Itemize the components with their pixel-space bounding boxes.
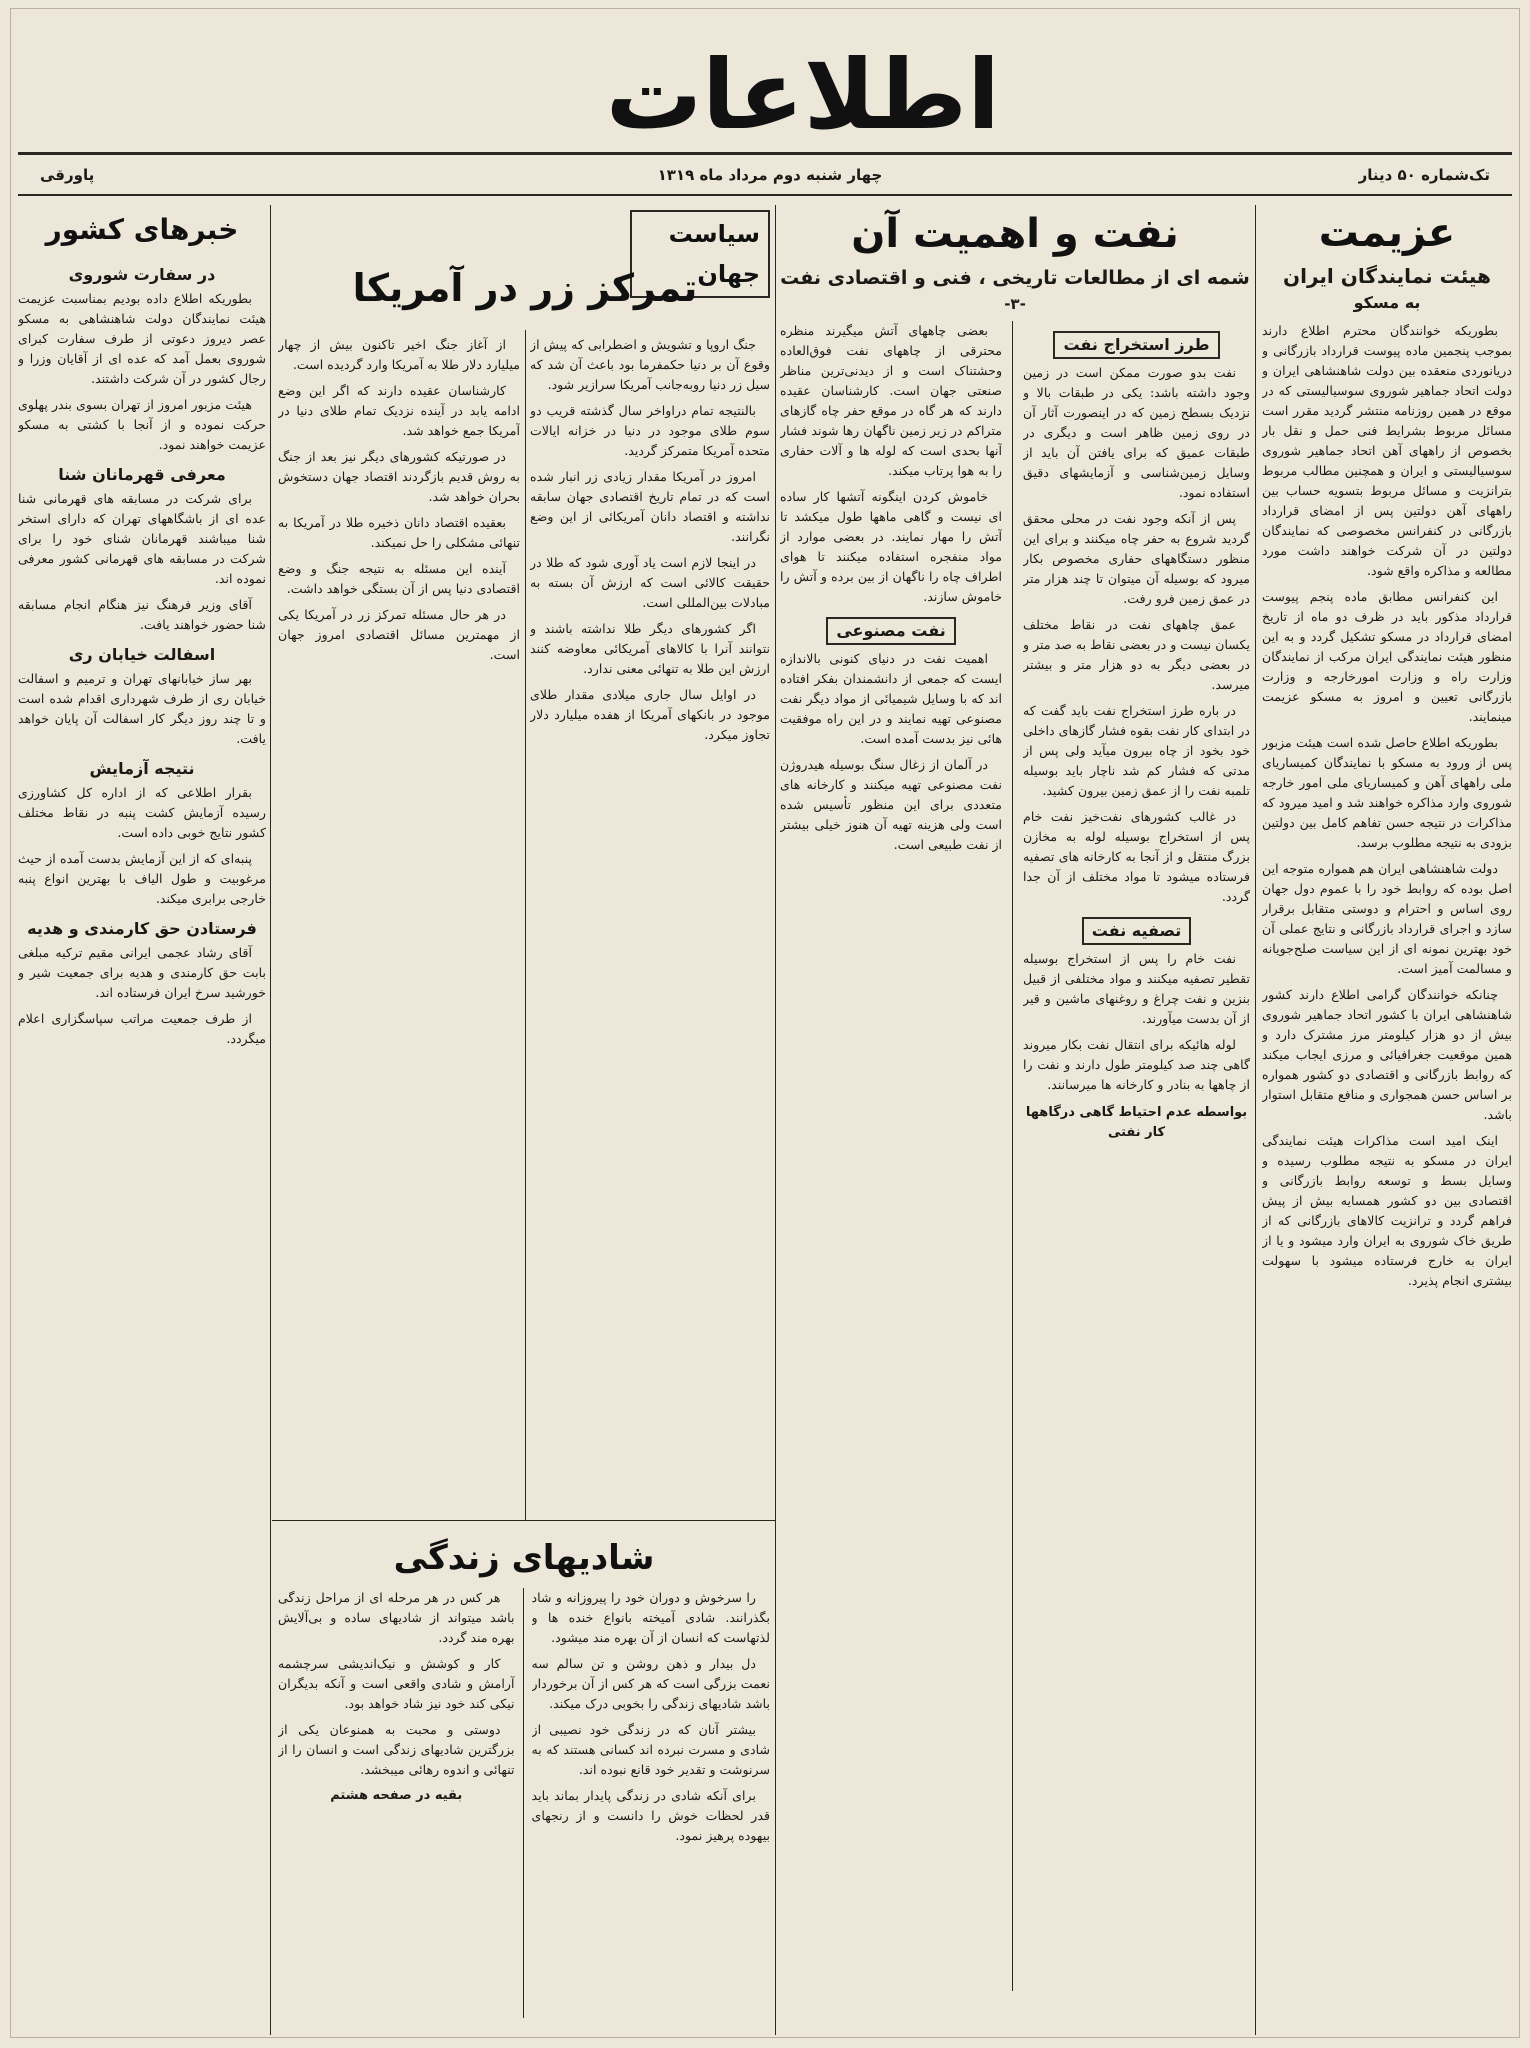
dateline-badge: پاورقی (40, 166, 95, 184)
paragraph: پس از آنکه وجود نفت در محلی محقق گردید شروع به حفر چاه میکنند و برای این منظور دستگاههای حفاری مخصوص بکار میرود که بوسیله آن میتوان تا چند هزار متر در عمق زمین فرو رفت. (1023, 511, 1250, 606)
paragraph: برای شرکت در مسابقه های قهرمانی شنا عده ای از باشگاههای تهران که دارای استخر شنا میباشند قهرمانان شنای خود را برای شرکت در مسابقه های قهرمانی کشور معرفی نموده اند. (18, 491, 266, 586)
paragraph: در اوایل سال جاری میلادی مقدار طلای موجود در بانکهای آمریکا از هفده میلیارد دلار تجاوز میکرد. (530, 687, 770, 742)
paragraph: بعضی چاههای آتش میگیرند منظره محترقی از چاههای نفت فوق‌العاده وحشتناک است و از دیدنی‌ترین مناظر صنعتی جهان است. کارشناسان عقیده دارند که هر گاه در موقع حفر چاه گازهای متراکم در زیر زمین ناگهان رها شوند فشار آنها بحدی است که لوله ها و آلات حفاری را به هوا پرتاب میکند. (780, 323, 1003, 478)
feature-rule (272, 1520, 775, 1521)
paragraph: برای آنکه شادی در زندگی پایدار بماند باید قدر لحظات خوش را دانست و از رنجهای بیهوده پرهیز نمود. (531, 1788, 770, 1843)
section-heading: معرفی قهرمانان شنا (58, 465, 226, 484)
article-joys (278, 1528, 770, 2028)
section-heading: تصفیه نفت (1023, 917, 1250, 945)
article-domestic-news (18, 205, 266, 2035)
paragraph: در آلمان از زغال سنگ بوسیله هیدروژن نفت مصنوعی تهیه میکنند و کارخانه های متعددی برای این منظور تأسیس شده است ولی هزینه تهیه آن هنوز خیلی بیشتر از نفت طبیعی است. (780, 757, 1003, 852)
section-heading: فرستادن حق کارمندی و هدیه (27, 919, 257, 938)
article-gold-col-right (530, 335, 770, 1515)
paragraph: بطوریکه اطلاع داده بودیم بمناسبت عزیمت هیئت نمایندگان دولت شاهنشاهی به مسکو عصر دیروز دعوتی از طرف سفارت کبرای شوروی بعمل آمد که عده ای از آقایان وزرا و رجال کشور در آن شرکت داشتند. (18, 291, 266, 386)
paragraph: دل بیدار و ذهن روشن و تن سالم سه نعمت بزرگی است که هر کس از آن برخوردار باشد شادیهای زندگی را بخوبی درک میکند. (531, 1656, 770, 1711)
paragraph: بقرار اطلاعی که از اداره کل کشاورزی رسیده آزمایش کشت پنبه در نقاط مختلف کشور نتایج خوبی داده است. (18, 785, 266, 840)
article-oil-col-right (1023, 321, 1250, 1991)
section-heading: نتیجه آزمایش (89, 759, 195, 778)
paragraph: در صورتیکه کشورهای دیگر نیز بعد از جنگ به روش قدیم بازگردند اقتصاد جهان دستخوش بحران خواهد شد. (278, 449, 520, 504)
section-heading: اسفالت خیابان ری (68, 645, 216, 664)
section-heading: نفت مصنوعی (780, 617, 1002, 645)
paragraph: لوله هائیکه برای انتقال نفت بکار میروند گاهی چند صد کیلومتر طول دارند و نفت را از چاهها به بنادر و کارخانه ها میرسانند. (1023, 1037, 1250, 1092)
paragraph: در غالب کشورهای نفت‌خیز نفت خام پس از استخراج بوسیله لوله به مخازن بزرگ منتقل و از آنجا به کارخانه های تصفیه فرستاده میشود تا مواد مختلف از آن جدا گردد. (1023, 809, 1250, 904)
paragraph: در اینجا لازم است یاد آوری شود که طلا در حقیقت کالائی است که ارزش آن بسته به مبادلات بین‌المللی است. (530, 555, 770, 610)
masthead-rule-bottom (18, 194, 1512, 196)
paragraph: از طرف جمعیت مراتب سپاسگزاری اعلام میگردد. (18, 1011, 266, 1046)
article-oil-subtitle: شمه ای از مطالعات تاریخی ، فنی و اقتصادی نفت (780, 267, 1250, 289)
article-oil-columns (780, 321, 1250, 1991)
paragraph: دوستی و محبت به همنوعان یکی از بزرگترین شادیهای زندگی است و انسان را از تنهائی و اندوه رهائی میبخشد. (278, 1722, 515, 1777)
article-oil-footer: بواسطه عدم احتیاط گاهی درگاهها کار نفتی (1025, 1105, 1248, 1140)
paragraph: اگر کشورهای دیگر طلا نداشته باشند و نتوانند آنرا با کالاهای آمریکائی معاوضه کنند ارزش این طلا به تنهائی معنی ندارد. (530, 621, 770, 676)
paragraph: اینک امید است مذاکرات هیئت نمایندگی ایران در مسکو به نتیجه مطلوب رسیده و وسایل بسط و توسعه روابط بازرگانی و اقتصادی بین دو کشور همسایه بیش از پیش فراهم گردد و ترانزیت کالاهای بازرگانی که از طریق خاک شوروی به ایران وارد میشود و یا از ایران به خارج فرستاده میشود با سهولت بیشتری انجام پذیرد. (1262, 1133, 1512, 1288)
article-joys-columns (278, 1588, 770, 2018)
paragraph: در باره طرز استخراج نفت باید گفت که در ابتدای کار نفت بقوه فشار گازهای داخلی خود بخود از چاه بیرون میآید ولی پس از مدتی که فشار کم شد ناچار باید بوسیله تلمبه نفت را از عمق زمین بیرون کشید. (1023, 703, 1250, 798)
dateline-date: چهار شنبه دوم مرداد ماه ۱۳۱۹ (657, 166, 883, 184)
continued-note: بقیه در صفحه هشتم (330, 1788, 463, 1803)
paragraph: آینده این مسئله به نتیجه جنگ و وضع اقتصادی دنیا پس از آن بستگی خواهد داشت. (278, 561, 520, 596)
column-divider (775, 205, 776, 2035)
column-divider (523, 1588, 524, 2018)
paragraph: آقای وزیر فرهنگ نیز هنگام انجام مسابقه شنا حضور خواهند یافت. (18, 597, 266, 632)
article-gold-header (280, 210, 770, 330)
paragraph: اهمیت نفت در دنیای کنونی بالاندازه ایست که جمعی از دانشمندان بفکر افتاده اند که با وسایل شیمیائی از مواد دیگر نفت مصنوعی تهیه نمایند و در این راه موفقیت هائی نیز بدست آمده است. (780, 651, 1003, 746)
paragraph: هیئت مزبور امروز از تهران بسوی بندر پهلوی حرکت نموده و از آنجا با کشتی به مسکو عزیمت خواهند نمود. (18, 397, 266, 452)
section-heading: طرز استخراج نفت (1023, 331, 1250, 359)
paragraph: نفت بدو صورت ممکن است در زمین وجود داشته باشد: یکی در طبقات بالا و نزدیک بسطح زمین که در اینصورت آثار آن در روی زمین ظاهر است و دیگری در طبقات عمیق که برای یافتن آن باید از وسایل زمین‌شناسی و آزمایشهای دقیق استفاده نمود. (1023, 365, 1250, 500)
paragraph: آقای رشاد عجمی ایرانی مقیم ترکیه مبلغی بابت حق کارمندی و هدیه برای جمعیت شیر و خورشید سرخ ایران فرستاده اند. (18, 945, 266, 1000)
article-joys-col-left (278, 1588, 515, 2018)
paragraph: کارشناسان عقیده دارند که اگر این وضع ادامه یابد در آینده نزدیک تمام طلای دنیا در آمریکا جمع خواهد شد. (278, 383, 520, 438)
column-divider (1255, 205, 1256, 2035)
article-azimat-title: عزیمت (1318, 210, 1456, 256)
article-azimat-kicker: به مسکو (1353, 293, 1421, 312)
article-azimat-subtitle: هیئت نمایندگان ایران (1283, 264, 1491, 288)
paragraph: خاموش کردن اینگونه آتشها کار ساده ای نیست و گاهی ماهها طول میکشد تا آتش را مهار نمایند. در بعضی موارد از مواد منفجره استفاده میکنند تا هوای اطراف چاه را ناگهان از بین برده و آتش را خاموش سازند. (780, 489, 1003, 604)
paragraph: بعقیده اقتصاد دانان ذخیره طلا در آمریکا به تنهائی مشکلی را حل نمیکند. (278, 515, 520, 550)
article-oil-part: -۳- (1004, 295, 1026, 313)
article-azimat-body (1262, 321, 1512, 2021)
masthead-rule-top (18, 152, 1512, 155)
paragraph: جنگ اروپا و تشویش و اضطرابی که پیش از وقوع آن بر دنیا حکمفرما بود باعث آن شد که سیل زر دنیا روبه‌جانب آمریکا سرازیر شود. (530, 337, 770, 392)
paragraph: چنانکه خوانندگان گرامی اطلاع دارند کشور شاهنشاهی ایران با کشور اتحاد جماهیر شوروی بیش از دو هزار کیلومتر مرز مشترک دارد و همین موقعیت جغرافیائی و مرزی ایجاب میکند که روابط بازرگانی و اقتصادی دو کشور همواره بر اساس حسن همجواری و منافع متقابل استوار باشد. (1262, 987, 1512, 1122)
article-oil (780, 205, 1250, 2035)
domestic-news-body (18, 255, 266, 2015)
paragraph: نفت خام را پس از استخراج بوسیله تقطیر تصفیه میکنند و مواد مختلفی از قبیل بنزین و نفت چراغ و روغنهای ماشین و قیر از آن بدست میآورند. (1023, 951, 1250, 1026)
dateline-price: تک‌شماره ۵۰ دینار (1358, 166, 1490, 184)
paragraph: از آغاز جنگ اخیر تاکنون بیش از چهار میلیارد دلار طلا به آمریکا وارد گردیده است. (278, 337, 520, 372)
paragraph: پنبه‌ای که از این آزمایش بدست آمده از حیث مرغوبیت و طول الیاف با بهترین انواع پنبه خارجی برابری میکند. (18, 851, 266, 906)
paragraph: این کنفرانس مطابق ماده پنجم پیوست قرارداد مذکور باید در ظرف دو ماه از تاریخ امضای قرارداد در مسکو تشکیل گردد و به این منظور هیئت نمایندگی ایران مرکب از نمایندگان وزارت راه و وزارت امورخارجه و وزارت بازرگانی تعیین و امروز به مسکو عزیمت مینمایند. (1262, 589, 1512, 724)
domestic-news-title: خبرهای کشور (45, 213, 239, 246)
paragraph: را سرخوش و دوران خود را پیروزانه و شاد بگذرانند. شادی آمیخته بانواع خنده ها و لذتهاست که انسان از آن بهره مند میشود. (531, 1590, 770, 1645)
article-gold-kicker: سیاست جهان (630, 210, 770, 298)
article-gold-title: تمرکز زر در آمریکا (352, 266, 698, 310)
paragraph: بهر ساز خیابانهای تهران و ترمیم و اسفالت خیابان ری از طرف شهرداری اقدام شده است و تا چند روز دیگر کار اسفالت آن پایان خواهد یافت. (18, 671, 266, 746)
column-divider (1012, 321, 1013, 1991)
article-azimat (1262, 205, 1512, 2035)
section-heading: در سفارت شوروی (68, 265, 216, 284)
paragraph: دولت شاهنشاهی ایران هم همواره متوجه این اصل بوده که روابط خود را با عموم دول جهان روی اساس و احترام و دوستی متقابل برقرار سازد و اجرای قرارداد بازرگانی و نتایج عملی آن خود بهترین نمونه ای از این سیاست صلح‌جویانه و مسالمت آمیز است. (1262, 861, 1512, 976)
article-joys-title: شادیهای زندگی (393, 1538, 655, 1578)
masthead-title: اطلاعات (605, 39, 1000, 151)
article-oil-col-left (780, 321, 1002, 1991)
paragraph: بطوریکه خوانندگان محترم اطلاع دارند بموجب پنجمین ماده پیوست قرارداد بازرگانی و دریانوردی منعقده بین دولت شاهنشاهی ایران و دولت اتحاد جماهیر شوروی سوسیالیستی که در موقع در همین روزنامه منتشر گردید مقرر است مسائل مربوط بشرایط فنی حمل و نقل بار بخصوص از راههای آهن اتحاد جماهیر شوروی سوسیالیستی و ایران و همچنین مطالب مربوط بترانزیت و مسائل مربوط بتسویه حساب بین راههای آهن دولتین پس از امضای قرارداد بازرگانی در کنفرانس مخصوصی که نمایندگان دولتین در آن شرکت خواهند داشت مورد مطالعه و مذاکره واقع شود. (1262, 323, 1512, 578)
article-joys-col-right (532, 1588, 771, 2018)
paragraph: بطوریکه اطلاع حاصل شده است هیئت مزبور پس از ورود به مسکو با نمایندگان کمیساریای ملی راههای آهن و کمیساریای ملی امور خارجه شوروی وارد مذاکره خواهند شد و امید میرود که مذاکرات در نتیجه حسن تفاهم کامل بین دولتین بزودی به نتیجه مطلوب برسد. (1262, 735, 1512, 850)
column-divider (525, 330, 526, 1520)
paragraph: بالنتیجه تمام دراواخر سال گذشته قریب دو سوم طلای موجود در دنیا در خزانه ایالات متحده آمریکا متمرکز گردید. (530, 403, 770, 458)
paragraph: بیشتر آنان که در زندگی خود نصیبی از شادی و مسرت نبرده اند کسانی هستند که به سرنوشت و تقدیر خود قانع نبوده اند. (531, 1722, 770, 1777)
paragraph: کار و کوشش و نیک‌اندیشی سرچشمه آرامش و شادی واقعی است و آنکه بدیگران نیکی کند خود نیز شاد خواهد بود. (278, 1656, 515, 1711)
paragraph: هر کس در هر مرحله ای از مراحل زندگی باشد میتواند از شادیهای ساده و بی‌آلایش بهره مند گردد. (278, 1590, 515, 1645)
article-gold-col-left (278, 335, 520, 1515)
column-divider (270, 205, 271, 2035)
paragraph: در هر حال مسئله تمرکز زر در آمریکا یکی از مهمترین مسائل اقتصادی امروز جهان است. (278, 607, 520, 662)
paragraph: امروز در آمریکا مقدار زیادی زر انبار شده است که در تمام تاریخ اقتصادی جهان سابقه نداشته و اقتصاد دانان آمریکائی از این وضع نگرانند. (530, 469, 770, 544)
paragraph: عمق چاههای نفت در نقاط مختلف یکسان نیست و در بعضی نقاط به صد متر و در بعضی دیگر به دو هزار متر و بیشتر میرسد. (1023, 617, 1250, 692)
article-oil-title: نفت و اهمیت آن (851, 211, 1179, 257)
